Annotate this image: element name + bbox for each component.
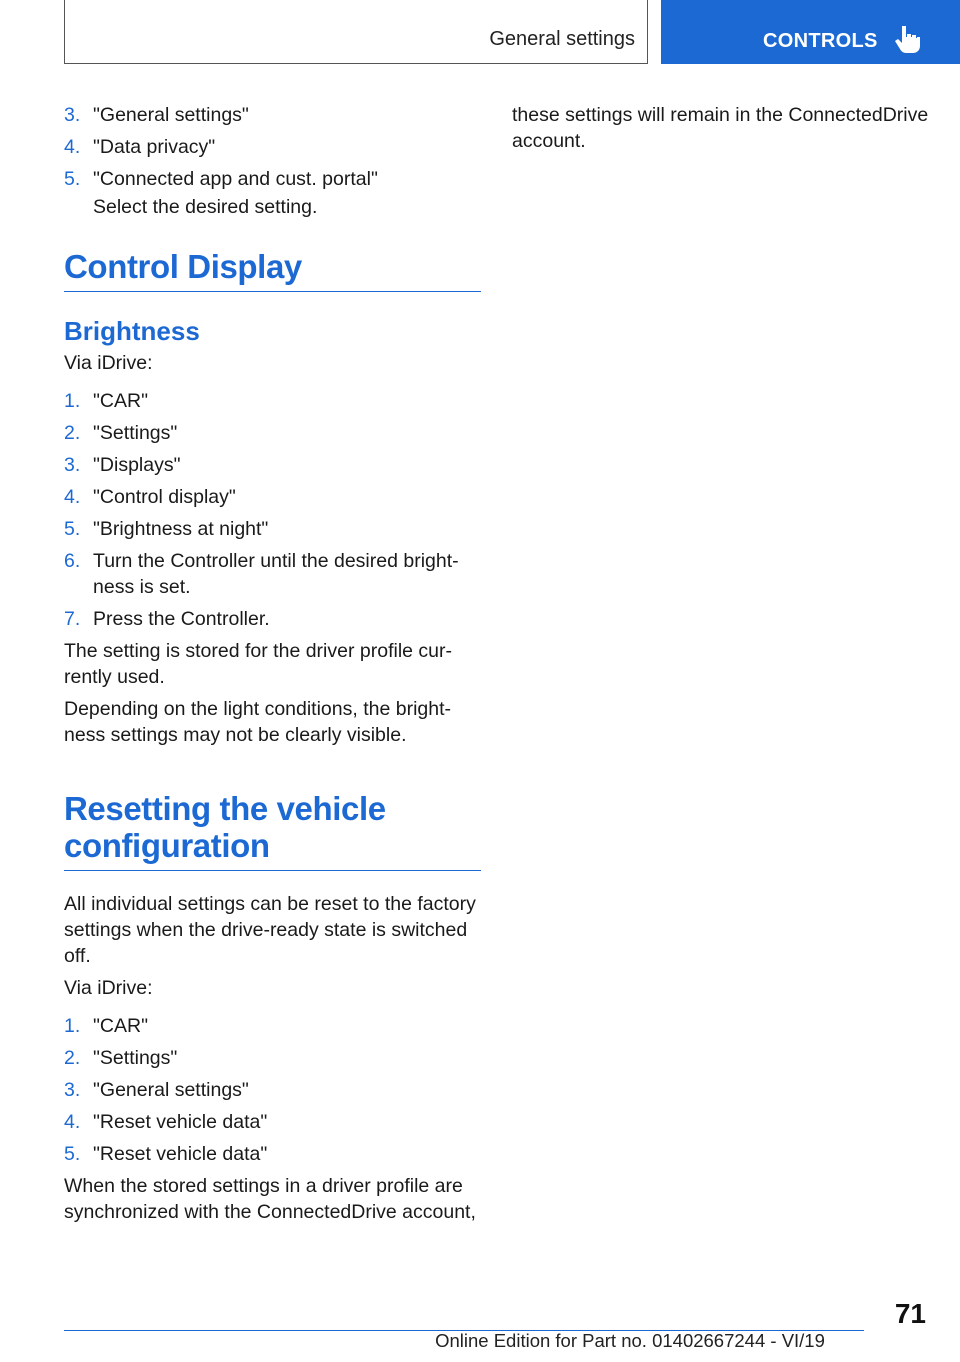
list-text: "Displays" bbox=[93, 454, 181, 476]
right-column bbox=[512, 102, 932, 160]
list-subtext: Select the desired setting. bbox=[93, 196, 318, 218]
list-number: 5. bbox=[64, 1143, 81, 1165]
list-item bbox=[64, 1109, 481, 1135]
list-item bbox=[64, 606, 481, 632]
list-text: "CAR" bbox=[93, 390, 149, 412]
list-item bbox=[64, 1013, 481, 1039]
list-number: 6. bbox=[64, 550, 81, 572]
list-text: "Settings" bbox=[93, 422, 178, 444]
list-text: "Reset vehicle data" bbox=[93, 1143, 268, 1165]
list-text: "CAR" bbox=[93, 1015, 149, 1037]
list-text: Turn the Controller until the desired bright‐ness is set. bbox=[93, 550, 459, 598]
heading-resetting-vehicle-configuration: Resetting the vehicle configuration bbox=[64, 790, 481, 871]
brightness-steps bbox=[64, 388, 481, 632]
list-text: "Brightness at night" bbox=[93, 518, 269, 540]
chapter-tab[interactable] bbox=[661, 0, 960, 64]
list-number: 5. bbox=[64, 168, 81, 190]
edition-line bbox=[0, 1330, 960, 1352]
list-number: 4. bbox=[64, 136, 81, 158]
list-number: 1. bbox=[64, 390, 81, 412]
list-number: 4. bbox=[64, 1111, 81, 1133]
list-text: "General settings" bbox=[93, 1079, 249, 1101]
list-item bbox=[64, 1141, 481, 1167]
reset-continuation: these settings will remain in the ConnectedDrive account. bbox=[512, 104, 929, 152]
list-number: 2. bbox=[64, 422, 81, 444]
list-text: "Connected app and cust. portal" bbox=[93, 168, 378, 190]
list-text: "Settings" bbox=[93, 1047, 178, 1069]
via-idrive-label: Via iDrive: bbox=[64, 352, 153, 374]
list-item bbox=[64, 102, 481, 128]
brightness-note-profile: The setting is stored for the driver profile cur‐rently used. bbox=[64, 640, 452, 688]
list-number: 1. bbox=[64, 1015, 81, 1037]
list-item bbox=[64, 548, 481, 600]
list-item bbox=[64, 388, 481, 414]
via-idrive-label: Via iDrive: bbox=[64, 977, 153, 999]
edition-text: Online Edition for Part no. 01402667244 - VI/19 bbox=[435, 1330, 825, 1351]
left-column bbox=[64, 102, 481, 1231]
list-number: 3. bbox=[64, 1079, 81, 1101]
reset-outro: When the stored settings in a driver profile are synchronized with the ConnectedDrive account, bbox=[64, 1175, 476, 1223]
list-item bbox=[64, 1045, 481, 1071]
list-text: "Data privacy" bbox=[93, 136, 216, 158]
list-text: "General settings" bbox=[93, 104, 249, 126]
list-item bbox=[64, 420, 481, 446]
brightness-note-light: Depending on the light conditions, the bright‐ness settings may not be clearly visible. bbox=[64, 698, 452, 746]
hand-pointer-icon bbox=[895, 24, 921, 54]
list-number: 3. bbox=[64, 454, 81, 476]
heading-control-display: Control Display bbox=[64, 248, 481, 292]
list-text: "Reset vehicle data" bbox=[93, 1111, 268, 1133]
reset-intro: All individual settings can be reset to the factory settings when the drive-ready state is switched off. bbox=[64, 893, 476, 967]
list-number: 4. bbox=[64, 486, 81, 508]
reset-steps bbox=[64, 1013, 481, 1167]
heading-brightness: Brightness bbox=[64, 316, 200, 346]
list-item bbox=[64, 1077, 481, 1103]
page-number: 71 bbox=[894, 1298, 926, 1329]
intro-list bbox=[64, 102, 481, 192]
list-item bbox=[64, 134, 481, 160]
section-title: General settings bbox=[489, 28, 635, 50]
header-section-box bbox=[64, 0, 648, 64]
chapter-tab-label: CONTROLS bbox=[763, 30, 878, 52]
list-text: Press the Controller. bbox=[93, 608, 270, 630]
list-number: 3. bbox=[64, 104, 81, 126]
list-number: 7. bbox=[64, 608, 81, 630]
list-item bbox=[64, 452, 481, 478]
list-item bbox=[64, 166, 481, 192]
list-item bbox=[64, 484, 481, 510]
list-item bbox=[64, 516, 481, 542]
list-text: "Control display" bbox=[93, 486, 236, 508]
list-number: 5. bbox=[64, 518, 81, 540]
list-number: 2. bbox=[64, 1047, 81, 1069]
